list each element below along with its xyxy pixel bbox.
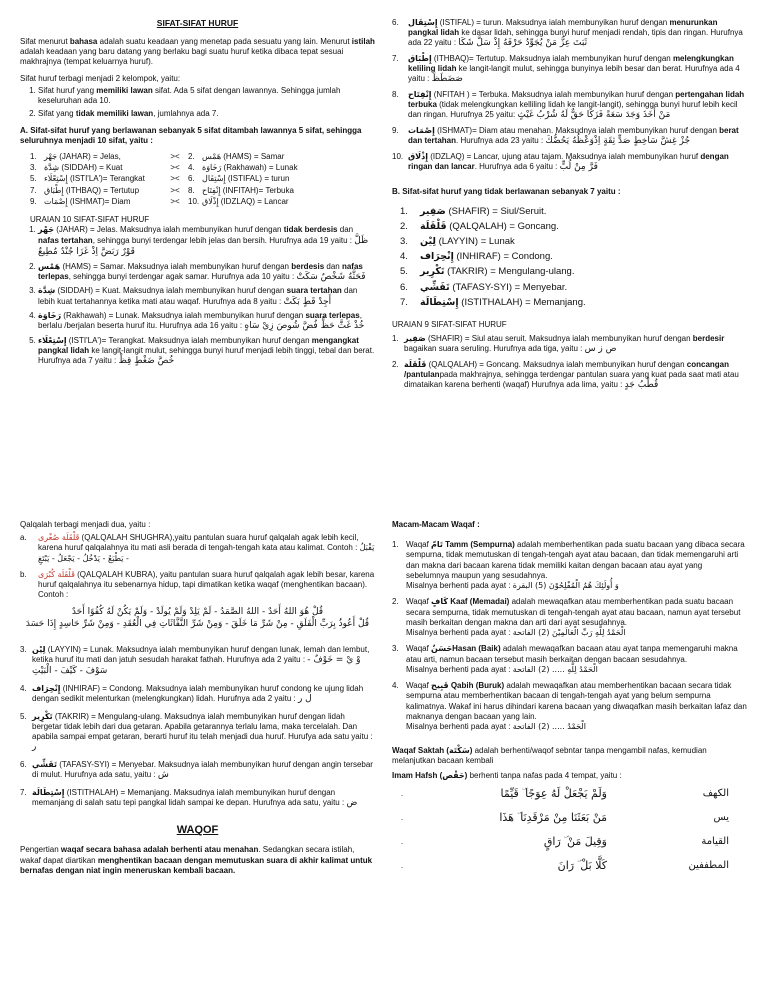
text: (Rakhawah) = Lunak. Maksudnya ialah membunyikan huruf dengan bbox=[61, 311, 306, 321]
text: Waqaf bbox=[406, 597, 432, 607]
text: (ITHBAQ)= Tertutup. Maksudnya ialah membunyikan huruf dengan bbox=[431, 53, 673, 63]
item-num: 4. bbox=[392, 681, 399, 691]
item-num: 9. bbox=[392, 125, 399, 135]
sifat-arabic: لِيْن bbox=[32, 644, 46, 654]
pair-num: 9. bbox=[30, 196, 37, 206]
list-item bbox=[392, 126, 747, 148]
bold-text: memiliki lawan bbox=[96, 85, 153, 95]
item-num: 7. bbox=[20, 787, 27, 797]
text: (JAHAR) = Jelas. Maksudnya ialah membunyikan huruf dengan bbox=[54, 225, 284, 235]
list-item bbox=[20, 712, 375, 754]
qal-a bbox=[20, 533, 375, 564]
item-body bbox=[406, 540, 747, 591]
items-cont-list bbox=[392, 18, 747, 173]
sifat-arabic: جَهْر bbox=[38, 225, 55, 235]
text: (tidak melengkungkan kelliling lidah ke langit-langit), sehingga bunyi huruf lebih kecil dan ringan. Hurufnya 25 yaitu: bbox=[408, 100, 738, 120]
waqaf-arabic: حَسَنٌ bbox=[431, 644, 453, 654]
list-item bbox=[20, 788, 375, 810]
item-body bbox=[420, 219, 559, 234]
text: dan bbox=[324, 261, 342, 271]
example: الْحَمْدُ ..... (2) الفاتحة bbox=[512, 721, 586, 731]
item-num: 10. bbox=[392, 151, 404, 161]
item-num: 1. bbox=[392, 540, 399, 550]
intro-text: adalah keadaan yang baru datang yang berlaku bagi suatu huruf ketika dibaca tepat sesuai makhrajnya (tempat keluarnya huruf). bbox=[20, 47, 344, 67]
bold-text: berdesir bbox=[692, 334, 725, 344]
text: (TAKRIR) = Mengulang-ulang. bbox=[444, 266, 575, 278]
intro-text: adalah suatu keadaan yang menetap pada sesuatu yang lain. Menurut bbox=[97, 36, 352, 46]
text: Pengertian bbox=[20, 845, 61, 855]
pair-sifat: شِدَّة (SIDDAH) = Kuat bbox=[44, 163, 123, 173]
item-body bbox=[408, 126, 747, 148]
text: (SIDDAH) = Kuat. Maksudnya ialah membunyikan huruf dengan bbox=[55, 286, 287, 296]
item-num: 8. bbox=[392, 89, 399, 99]
text: . Hurufnya ada 6 yaitu : bbox=[474, 161, 558, 171]
example: الْحَمْدُ لِلَّهِ رَبِّ الْعَالَمِيْنَ (2) الفاتحة bbox=[512, 628, 626, 638]
intro-text: Sifat menurut bbox=[20, 36, 70, 46]
qal-intro: Qalqalah terbagi menjadi dua, yaitu : bbox=[20, 520, 151, 529]
waqaf-arabic: تَامّ bbox=[431, 540, 443, 550]
saktah-arabic: مَنْ بَعَثَنَا مِنْ مَرْقَدِنَا ۜ هَذَا bbox=[499, 811, 607, 824]
text: (ISTITHALAH) = Memanjang. Maksudnya ialah membunyikan huruf dengan memanjang di salah satu tepi pangkal lidah sampai ke depan. Hurufnya ada satu, yaitu : bbox=[32, 787, 345, 807]
sifat-arabic: صَفِير bbox=[420, 205, 446, 217]
qal-b bbox=[20, 570, 375, 601]
bold-text: suara tertahan bbox=[286, 286, 342, 296]
text: (ISTIFAL) = turun. Maksudnya ialah membunyikan huruf dengan bbox=[437, 18, 670, 27]
item-num: 3. bbox=[392, 644, 399, 654]
example-label: Misalnya berhenti pada ayat : bbox=[406, 628, 511, 638]
sifat-arabic: تَفَشِّي bbox=[32, 759, 57, 769]
list-item bbox=[400, 204, 747, 219]
text: adalah mewaqafkan bacaan atau ayat tanpa memengaruhi makna atau arti, namun bacaan tersebut masih berkaitan dengan bacaan sesudahnya. bbox=[406, 644, 738, 664]
item-num: 1. bbox=[400, 205, 408, 217]
saktah-paragraph bbox=[392, 746, 747, 766]
sifat-arabic: إِنْحِرَاف bbox=[32, 683, 61, 693]
item-num: 4. bbox=[400, 251, 408, 263]
text: Sifat yang bbox=[38, 109, 76, 119]
sifat-arabic: شِدَّة bbox=[38, 286, 56, 296]
groups-list bbox=[20, 86, 375, 120]
list-item bbox=[400, 234, 747, 249]
sifat-arabic: إِسْتِفَال bbox=[408, 18, 438, 27]
text: (TAFASY-SYI) = Menyebar. Maksudnya ialah membunyikan huruf dengan angin tersebar di mulut. Hurufnya ada satu, yaitu : bbox=[32, 759, 373, 780]
bold-text: Waqaf Saktah ( bbox=[392, 746, 450, 756]
qal-b-text: (QALQALAH KUBRA), yaitu pantulan suara huruf qalqalah agak lebih besar, karena huruf qalqalahnya itu sebenarnya hidup, tapi dimatikan ketika waqaf (menghentikan bacaan). Contoh : bbox=[38, 569, 375, 600]
qal-a-arabic: قَلْقَلَة صُغْرى bbox=[38, 533, 80, 543]
waqof-title: WAQOF bbox=[176, 824, 219, 837]
list-item bbox=[392, 540, 747, 591]
bold-text: melengkungkan keliling lidah bbox=[408, 53, 734, 74]
list-item bbox=[392, 644, 747, 675]
pair-mark: >< bbox=[170, 174, 180, 184]
item-num: 2. bbox=[392, 597, 399, 607]
item-num: 6. bbox=[20, 759, 27, 769]
example-label: Misalnya berhenti pada ayat : bbox=[406, 664, 511, 674]
item-body bbox=[32, 684, 375, 706]
text: Waqaf bbox=[406, 540, 432, 550]
item-body bbox=[420, 204, 546, 219]
item-num: 5. bbox=[400, 266, 408, 278]
item-body bbox=[406, 597, 747, 638]
item-body bbox=[420, 295, 586, 310]
text: (LAYYIN) = Lunak bbox=[436, 236, 515, 248]
text: (SHAFIR) = Siul/Seruit. bbox=[445, 205, 547, 217]
more-list bbox=[20, 645, 375, 810]
item-num: 3. bbox=[20, 644, 27, 654]
example: ش bbox=[157, 770, 169, 781]
sifat-arabic: هَمْس bbox=[38, 261, 61, 271]
qal-b-example-1: قُلْ هُوَ اللهُ أَحَدٌ - اللهُ الصَّمَدُ - لَمْ يَلِدْ وَلَمْ يُولَدْ - وَلَمْ يَكُنْ لَهُ كُفُوًا أَحَدٌ bbox=[71, 606, 324, 617]
item-body bbox=[408, 152, 747, 174]
sifat-arabic: إِنْحِرَاف bbox=[420, 251, 454, 263]
pair-num: 6. bbox=[188, 174, 195, 184]
example: الْحَمْدُ لِلَّهِ ..... (2) الفاتحة bbox=[512, 664, 598, 674]
list-item bbox=[392, 597, 747, 638]
text: Sifat huruf yang bbox=[38, 85, 97, 95]
intro-bold: istilah bbox=[351, 36, 375, 46]
bold-text: dengan ringan dan lancar bbox=[408, 151, 729, 171]
item-body bbox=[406, 644, 747, 675]
bold-text: nafas tertahan bbox=[38, 235, 93, 245]
pair-num: 2. bbox=[188, 151, 195, 161]
text: pada makhrajnya, sehingga terdengar pantulan suara yang kuat pada saat mati atau dimataikan karena berhenti (waqaf) Hurufnya ada lima, yaitu : bbox=[404, 370, 739, 390]
pair-mark: >< bbox=[170, 196, 180, 206]
bold-text: Imam Hafsh ( bbox=[392, 770, 443, 780]
pair-num: 10. bbox=[188, 196, 200, 206]
text: (NFITAH ) = Terbuka. Maksudnya ialah membunyikan huruf dengan bbox=[431, 89, 676, 99]
row-dot: . bbox=[400, 837, 404, 846]
list-item bbox=[400, 249, 747, 264]
letters: صَضَطَظَ bbox=[431, 74, 463, 85]
bold-text: mengangkat pangkal lidah bbox=[38, 335, 359, 356]
letters: خُصَّ ضَغْطٍ قِظْ bbox=[118, 356, 175, 367]
list-item bbox=[400, 264, 747, 279]
list-item bbox=[392, 334, 747, 356]
sifat-arabic: تَفَشِّي bbox=[420, 281, 450, 293]
surah-name: الكهف bbox=[702, 787, 729, 799]
pair-sifat: إِنْفِتَاح (INFITAH)= Terbuka bbox=[202, 185, 294, 195]
text: bagaikan suara seruling. Hurufnya ada tiga, yaitu : bbox=[404, 344, 583, 354]
waqof-paragraph bbox=[20, 845, 375, 876]
list-item bbox=[20, 645, 375, 678]
example: وَ أُولَئِكَ هُمُ الْمُفْلِحُوْنَ (5) البقرة bbox=[512, 581, 619, 591]
sifat-arabic: إِذْلَاق bbox=[408, 151, 428, 161]
sifat-arabic: تَكْرِير bbox=[420, 266, 445, 278]
list-item bbox=[38, 86, 375, 106]
pair-num: 4. bbox=[188, 163, 195, 173]
pair-sifat: إِصْمَات (ISHMAT)= Diam bbox=[44, 196, 131, 206]
example: وْ يْ = خَوْفٌ - سَوْفَ - كَيْفَ - الْبَيْتِ bbox=[32, 654, 361, 677]
text: (IDZLAQ) = Lancar, ujung atau tajam. Maksudnya ialah membunyikan huruf bbox=[427, 151, 701, 161]
qal-a-text: (QALQALAH SHUGHRA),yaitu pantulan suara huruf qalqalah agak lebih kecil, karena huruf qalqalahnya itu mati asli berada di tengah-tengah kata atau kalimat. Contoh : bbox=[38, 533, 359, 553]
waqaf-arabic: كَافٍ bbox=[431, 597, 448, 607]
list-item bbox=[392, 18, 747, 50]
letters: فَرَّ مِنْ لُبٍّ bbox=[559, 161, 598, 172]
pair-mark: >< bbox=[170, 151, 180, 161]
sifat-arabic: إِسْتِعْلَاء bbox=[38, 335, 67, 345]
text: (HAMS) = Samar. Maksudnya ialah membunyikan huruf dengan bbox=[60, 261, 292, 271]
example-label: Misalnya berhenti pada ayat : bbox=[406, 581, 511, 591]
text: (INHIRAF) = Condong. Maksudnya ialah membunyikan huruf condong ke ujung lidah dengan sedikit melenturkan (melengkungkan) lidah. Hurufnya ada 2 yaitu : bbox=[32, 683, 364, 704]
bold-text: menghentikan bacaan dengan memutuskan suara di akhir kalimat untuk bernafas dengan niat ingin meneruskan kembali bacaan. bbox=[20, 855, 373, 875]
letters: فَحَثَّهُ شَخْصٌ سَكَتْ bbox=[296, 271, 366, 282]
sifat-arabic: قَلْقَلَة bbox=[404, 359, 427, 369]
item-num: 5. bbox=[20, 711, 27, 721]
item-body bbox=[420, 249, 553, 264]
item-body bbox=[420, 234, 515, 249]
text: adalah mewaqafkan atau memberhentikan pada suatu bacaan secara sempurna, tidak memutuskan di tengah-tengah ayat atau bacaan, namun ayat tersebut masih berkaitan dengan makna dan arti dari ayat sesudahnya. bbox=[406, 597, 741, 627]
qal-b-example-2: قُلْ أَعُوذُ بِرَبِّ الْفَلَقِ - مِنْ شَرِّ مَا خَلَقَ - وَمِنْ شَرِّ النَّفَّاثَاتِ فِي الْعُقَدِ - وَمِنْ شَرِّ حَاسِدٍ إِذَا حَسَدَ bbox=[25, 619, 370, 630]
text: (ISTITHALAH) = Memanjang. bbox=[458, 296, 586, 308]
qal-a-example: يَقْبَلُ - يَطْبَعُ - يَدْخُلُ - يَجْعَلُ - يَبْتَغِ bbox=[38, 543, 375, 563]
example-line bbox=[406, 581, 747, 591]
saktah-row bbox=[392, 811, 747, 825]
item-num: 2. bbox=[400, 220, 408, 232]
right-top-column bbox=[392, 18, 747, 392]
text: Waqaf bbox=[406, 644, 432, 654]
pair-sifat: إِذْلَاق (IDZLAQ) = Lancar bbox=[202, 196, 289, 206]
text: (SHAFIR) = Siul atau seruit. Maksudnya ialah membunyikan huruf dengan bbox=[425, 334, 693, 344]
bold-text: Tamm (Sempurna) bbox=[442, 540, 515, 550]
bold-text: nafas terlepas bbox=[38, 261, 363, 281]
sifat-arabic: قَلْقَلَة bbox=[420, 220, 447, 232]
surah-name: القيامة bbox=[701, 835, 729, 847]
hafsh-arabic: حَفْص bbox=[442, 770, 465, 780]
text: , sehingga bunyi terdengar agak samar. Hurufnya ada 10 yaitu : bbox=[68, 271, 295, 281]
row-dot: . bbox=[400, 812, 404, 822]
list-item bbox=[38, 336, 375, 368]
pair-sifat: إِطْبَاق (ITHBAQ) = Tertutup bbox=[44, 185, 140, 195]
bold-text: ) bbox=[469, 746, 473, 756]
list-item bbox=[392, 360, 747, 392]
sifat-arabic: رَخَاوَة bbox=[38, 311, 62, 321]
saktah-row bbox=[392, 787, 747, 801]
left-bottom-column bbox=[20, 520, 375, 882]
item-body bbox=[404, 334, 747, 356]
text: sifat. Ada 5 sifat dengan lawannya. Sehingga jumlah keseluruhan ada 10. bbox=[38, 85, 341, 106]
text: (TAFASY-SYI) = Menyebar. bbox=[449, 281, 568, 293]
pair-num: 5. bbox=[30, 174, 37, 184]
list-item bbox=[38, 262, 375, 284]
example: ر bbox=[32, 742, 37, 753]
uraian-list bbox=[20, 225, 375, 368]
sifat-arabic: تَكْرِير bbox=[32, 711, 53, 721]
letters: جُزْ غِشَّ سَاخِطٍ صَدٍّ ثِقَةٍ اِذْوَعْظُهُ يَحُضُّكَ bbox=[545, 136, 691, 147]
bold-text: concangan /pantulan bbox=[404, 359, 729, 380]
pair-sifat: هَمْس (HAMS) = Samar bbox=[202, 151, 285, 161]
pair-num: 3. bbox=[30, 163, 37, 173]
list-item bbox=[20, 684, 375, 706]
saktah-row bbox=[392, 859, 747, 873]
letters: ثَبَتَ عِزُّ مَنْ يُجَوِّدُ حَرْفَهُ إِذْ سَلَّ شَكَا bbox=[458, 38, 588, 49]
hafsh-paragraph bbox=[392, 771, 747, 781]
example-line bbox=[406, 722, 747, 732]
bold-text: tidak berdesis bbox=[283, 225, 338, 235]
list-item bbox=[392, 152, 747, 174]
list-item bbox=[392, 681, 747, 732]
text: berhenti tanpa nafas pada 4 tempat, yaitu : bbox=[467, 770, 622, 780]
text: ke dasar lidah, sehingga bunyi huruf menjadi rendah, tipis dan ringan. Hurufnya ada 22 yaitu : bbox=[408, 28, 743, 48]
text: ke langit-langit mulut, sehingga bunyinya lebih besar dan berat. Hurufnya ada 4 yaitu : bbox=[408, 64, 740, 84]
left-top-column bbox=[20, 18, 375, 374]
text: , berlalu /berjalan beserta huruf itu. Hurufnya ada 16 yaitu : bbox=[38, 311, 362, 331]
text: (ISHMAT)= Diam atau menahan. Maksudnya ialah membunyikan huruf dengan bbox=[434, 125, 720, 135]
bold-text: Kaaf (Memadai) bbox=[448, 597, 510, 607]
waqaf-arabic: قَبِيح bbox=[431, 681, 449, 691]
macam-list bbox=[392, 540, 747, 732]
item-num: 3. bbox=[400, 236, 408, 248]
pair-num: 7. bbox=[30, 185, 37, 195]
qal-b-arabic: قَلْقَلَة كُبْرَى bbox=[38, 569, 75, 579]
bold-text: Hasan (Baik) bbox=[452, 644, 501, 654]
text: (ISTI'LA')= Terangkat. Maksudnya ialah membunyikan huruf dengan bbox=[66, 335, 312, 345]
text: (LAYYIN) = Lunak. Maksudnya ialah membunyikan huruf dengan lunak, lemah dan lembut, ketika huruf itu mati dan jatuh sesudah harakat fathah. Hurufnya ada 2 yaitu : bbox=[32, 644, 370, 664]
places-list bbox=[392, 787, 747, 873]
list-item bbox=[392, 54, 747, 86]
saktah-arabic: وَقِيلَ مَنْ ۜ رَاقٍ bbox=[543, 835, 607, 849]
list-item bbox=[20, 760, 375, 782]
bold-text: tidak memiliki lawan bbox=[75, 109, 154, 119]
text: (QALQALAH) = Goncang. bbox=[446, 220, 559, 232]
item-num: 7. bbox=[400, 296, 408, 308]
text: adalah berhenti/waqof sebntar tanpa mengambil nafas, kemudian melanjutkan bacaan kembali bbox=[392, 746, 707, 766]
example-label: Misalnya berhenti pada ayat : bbox=[406, 721, 511, 731]
sifat-arabic: إِنْفِتَاح bbox=[408, 89, 432, 99]
item-num: 1. bbox=[392, 334, 399, 344]
item-body bbox=[32, 760, 375, 782]
item-body bbox=[32, 788, 375, 810]
sifat-arabic: إِطْبَاق bbox=[408, 53, 432, 63]
intro-bold: bahasa bbox=[69, 36, 98, 46]
text: , sehingga bunyi terdengar lebih jelas dan bersih. Hurufnya ada 19 yaitu : bbox=[92, 235, 352, 245]
text: dan bbox=[337, 225, 354, 235]
text: (QALQALAH) = Goncang. Maksudnya ialah membunyikan huruf dengan bbox=[426, 359, 687, 369]
bold-text: Qabih (Buruk) bbox=[448, 681, 505, 691]
sifat-arabic: صَفِير bbox=[404, 334, 426, 344]
pairs-grid bbox=[30, 152, 375, 207]
letters: أَجِدْ قَطٍ بَكَتْ bbox=[283, 296, 332, 307]
item-body bbox=[420, 280, 567, 295]
item-body bbox=[420, 264, 574, 279]
text: . Hurufnya ada 23 yaitu : bbox=[456, 136, 544, 146]
letters: قُطْبُ جَدٍ bbox=[624, 380, 659, 391]
right-bottom-column bbox=[392, 520, 747, 883]
surah-name: المطففين bbox=[688, 859, 729, 871]
item-num: 2. bbox=[392, 359, 399, 369]
example: ض bbox=[346, 797, 358, 808]
section-b-heading: B. Sifat-sifat huruf yang tidak berlawanan sebanyak 7 yaitu : bbox=[392, 187, 621, 197]
qal-b-label: b. bbox=[20, 569, 27, 579]
uraian9-title: URAIAN 9 SIFAT-SIFAT HURUF bbox=[392, 320, 507, 329]
letters: خُذْ غَثَّ حَظٍّ فُضَّ شُوصَ زِيْ سَاهٍ bbox=[244, 321, 365, 332]
bold-text: waqaf secara bahasa adalah berhenti atau menahan bbox=[60, 845, 259, 855]
groups-intro: Sifat huruf terbagi menjadi 2 kelompok, yaitu: bbox=[20, 73, 181, 83]
bold-text: menurunkan pangkal lidah bbox=[408, 18, 718, 38]
uraian-title: URAIAN 10 SIFAT-SIFAT HURUF bbox=[30, 215, 150, 225]
bold-text: berat dan tertahan bbox=[408, 125, 739, 146]
saktah-arabic: سَكْتَة bbox=[449, 746, 470, 756]
item-num: 6. bbox=[392, 18, 399, 27]
row-dot: . bbox=[400, 788, 404, 798]
item-num: 6. bbox=[400, 281, 408, 293]
bold-text: ) bbox=[464, 770, 468, 780]
item-num: 4. bbox=[20, 683, 27, 693]
uraian9-list bbox=[392, 334, 747, 392]
bold-text: pertengahan lidah terbuka bbox=[408, 89, 745, 110]
text: adalah memberhentikan pada suatu bacaan yang dibaca secara sempurna, tidak memutuskan di tengah-tengah ayat atau bacaan, dan tidak memengaruhi arti dan makna dari bacaan karena tidak memiliki kaitan dengan bacaan atau ayat yang sebelumnya maupun yang sesudahnya. bbox=[406, 540, 745, 580]
list-item bbox=[392, 90, 747, 122]
pair-mark: >< bbox=[170, 185, 180, 195]
list-item bbox=[38, 286, 375, 308]
example-line bbox=[406, 628, 747, 638]
qal-a-label: a. bbox=[20, 533, 27, 543]
letters: ص ز س bbox=[584, 344, 617, 355]
item-body bbox=[406, 681, 747, 732]
row-dot: . bbox=[400, 861, 404, 871]
sifat-arabic: إِصْمَات bbox=[408, 125, 435, 135]
text: ke langit-langit mulut, sehingga bunyi huruf menjadi lebih tinggi, tebal dan berat. Hurufnya ada 7 yaitu : bbox=[38, 346, 375, 366]
sifat-arabic: إِسْتِطَالَة bbox=[420, 296, 459, 308]
list-item bbox=[38, 225, 375, 258]
letters: مَنْ أَخَذَ وَجَدَ سَعَةً فَزَكَا حَقٌّ لَهُ شُرْبُ غَيْثٍ bbox=[517, 110, 671, 121]
section-a-heading: A. Sifat-sifat huruf yang berlawanan sebanyak 5 sifat ditambah lawannya 5 sifat, sehingga seluruhnya menjadi 10 sifat, yaitu : bbox=[20, 125, 362, 145]
item-body bbox=[408, 18, 747, 50]
pair-sifat: رَخَاوَة (Rakhawah) = Lunak bbox=[202, 163, 298, 173]
pair-sifat: جَهْر (JAHAR) = Jelas, bbox=[44, 151, 121, 161]
letters: ظَلَّ قَوْرٌ رَبَضَّ اِذْ غَزَا جُنْدٌ مُطِيعٌ bbox=[38, 235, 369, 258]
item-body bbox=[32, 645, 375, 678]
text: dan lebih kuat tertahannya ketika mati atau waqaf. Hurufnya ada 8 yaitu : bbox=[38, 286, 358, 306]
pair-sifat: إِسْتِفَال (ISTIFAL) = turun bbox=[202, 174, 290, 184]
item-body bbox=[408, 54, 747, 86]
pair-sifat: إِسْتِعْلَاء (ISTI'LA')= Terangkat bbox=[44, 174, 145, 184]
item-body bbox=[404, 360, 747, 392]
page-title: SIFAT-SIFAT HURUF bbox=[156, 18, 239, 28]
list-item bbox=[400, 280, 747, 295]
example: ل ر bbox=[297, 694, 312, 705]
intro-paragraph bbox=[20, 37, 375, 68]
text: , jumlahnya ada 7. bbox=[153, 109, 219, 119]
pair-num: 1. bbox=[30, 151, 37, 161]
text: . Sedangkan secara istilah, wakaf dapat diartikan bbox=[20, 845, 355, 865]
text: (TAKRIR) = Mengulang-ulang. Maksudnya ialah membunyikan huruf dengan lidah bergetar tidak lebih dari dua getaran. Apabila getarannya terlalu lama, maka tercelalah. Dan apabila sampai empat getaran, berarti huruf itu telah menjadi dua huruf. Hurufya ada satu yaitu : bbox=[32, 711, 373, 742]
saktah-arabic: كَلَّا بَلْ ۜ رَانَ bbox=[557, 859, 607, 873]
bold-text: suara terlepas bbox=[305, 311, 360, 321]
list-item bbox=[400, 295, 747, 310]
bold-text: berdesis bbox=[291, 261, 325, 271]
text: adalah mewaqafkan atau memberhentikan bacaan secara tidak sempurna atau memberhentikan bacaan di tengah-tengah ayat yang belum sempurna kalimatnya. Wakaf ini harus dihindari karena bacaan yang diwaqafkan masih berkaitan lafaz dan maknanya dengan bacaan yang lain. bbox=[406, 681, 747, 721]
saktah-arabic: وَلَمْ يَجْعَلْ لَهُ عِوَجًا ۜ قَيِّمًا bbox=[500, 786, 607, 800]
list-item bbox=[38, 109, 375, 119]
surah-name: يس bbox=[713, 811, 729, 823]
list-item bbox=[400, 219, 747, 234]
item-body bbox=[408, 90, 747, 122]
text: Waqaf bbox=[406, 681, 432, 691]
sifat-arabic: إِسْتِطَالَة bbox=[32, 787, 65, 797]
example-line bbox=[406, 665, 747, 675]
pair-num: 8. bbox=[188, 185, 195, 195]
sifat-arabic: لِيْن bbox=[420, 236, 436, 248]
pair-mark: >< bbox=[170, 163, 180, 173]
seven-list bbox=[400, 204, 747, 310]
text: (INHIRAF) = Condong. bbox=[453, 251, 553, 263]
saktah-row bbox=[392, 835, 747, 849]
list-item bbox=[38, 311, 375, 333]
item-num: 7. bbox=[392, 53, 399, 63]
macam-title: Macam-Macam Waqaf : bbox=[392, 520, 480, 529]
item-body bbox=[32, 712, 375, 754]
